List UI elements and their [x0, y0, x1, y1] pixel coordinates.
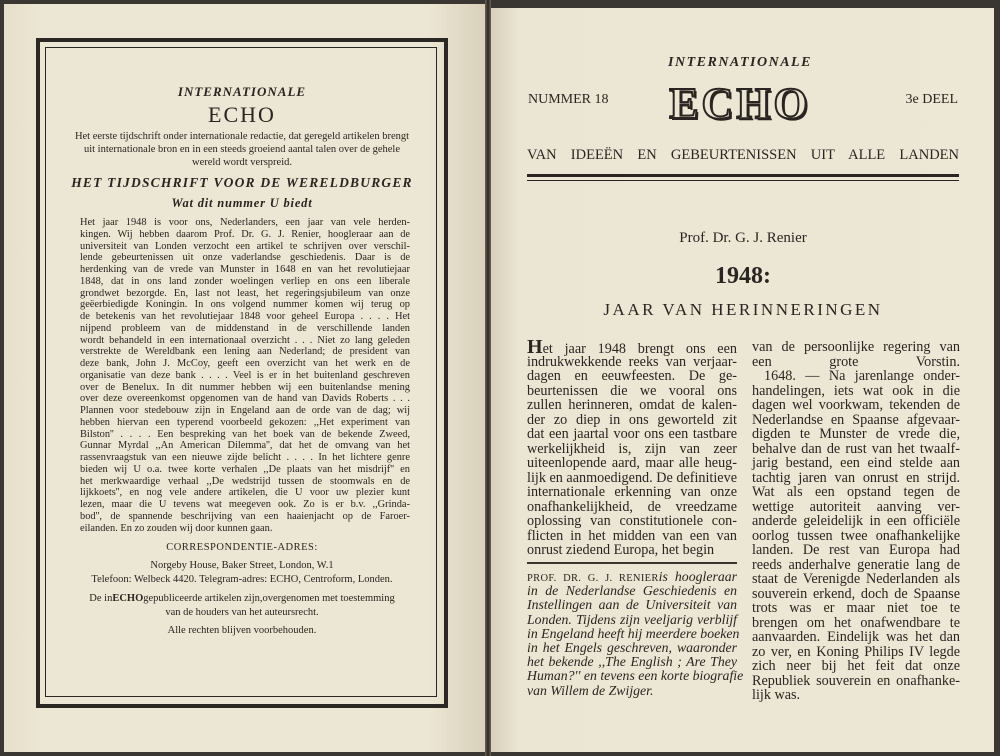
text-line: flicten in het midden van een van: [527, 527, 737, 544]
first-line-text: et jaar 1948 brengt ons een: [542, 341, 737, 357]
left-section-heading: Wat dit nummer U biedt: [171, 196, 313, 210]
text-line: hebben hiervan een typerend voorbeeld gekozen: ,,Het experiment van: [80, 416, 410, 428]
note-rest: gepubliceerde artikelen zijn,overgenomen met toestemming van de houders van het auteursrecht.: [143, 593, 395, 619]
text-line: behalve dan de rust van het twaalf-: [752, 440, 960, 457]
text-line: Republiek souverein en onafhanke-: [752, 672, 960, 689]
footnote-divider: [527, 562, 737, 564]
volume: 3e DEEL: [905, 92, 958, 107]
text-line: bieden wij U o.a. twee korte verhalen ,,De plaats van het misdrijf'' en: [80, 463, 410, 475]
text-line: 1648. — Na jarenlange onder-: [764, 368, 960, 384]
text-line: landen. De rest van Europa had: [752, 542, 960, 558]
issue-number: NUMMER 18: [528, 92, 609, 107]
text-line: de betekenis van het revolutiejaar 1848 voor geheel Europa . . . . Het: [80, 311, 410, 322]
left-body-text: [80, 217, 410, 534]
text-line: bod'', de spannende beschrijving van een haaienjacht op de Faroer-: [80, 510, 410, 522]
text-line: in het Engels geschreven, waaronder: [527, 639, 737, 655]
text-line: onrust ziedend Europa, het begin: [527, 542, 715, 558]
text-line: brengen om het onafwendbare te: [752, 614, 960, 631]
text-line: Wat als een opstand tegen de: [752, 484, 960, 500]
text-line: beurtenissen die we vooral ons: [527, 382, 737, 399]
text-line: 1848, dat in ons land zonder woelingen verliep en ons een liberale: [80, 275, 410, 287]
right-masthead: INTERNATIONALE: [668, 55, 812, 70]
text-line: staat de Verenigde Nederlanden als: [752, 571, 960, 587]
note-prefix: De in: [89, 593, 113, 605]
article-title: JAAR VAN HERINNERINGEN: [603, 300, 883, 319]
text-line: onafhankelijkheid, de vreedzame: [527, 498, 737, 515]
text-line: verstrekte de Wereldbank een lening aan Nederland; de president van: [80, 346, 410, 358]
text-line: grondwet bezorgde. En, last not least, het regeringsjubileum van onze: [80, 287, 410, 299]
text-line: van de persoonlijke regering van: [752, 339, 960, 355]
text-line: wettige autoriteit aanving ver-: [752, 498, 960, 515]
text-line: handelingen, iets wat ook in die: [752, 382, 960, 399]
book-spine: [485, 0, 491, 756]
rights-notice: Alle rechten blijven voorbehouden.: [167, 625, 317, 637]
text-line: van Willem de Zwijger.: [527, 682, 654, 698]
text-line: zich neer bij het feit dat onze: [752, 658, 960, 674]
text-line: souverein erkend, doch de Spaanse: [752, 585, 960, 602]
text-line: over deze overeenkomst opgenomen van de hand van Davids Roberts . . .: [80, 393, 410, 405]
address: Norgeby House, Baker Street, London, W.1: [150, 560, 334, 572]
text-line: universiteit van Londen verzocht een artikel te schrijven over verschil-: [80, 240, 410, 252]
text-line: kingen. Wij hebben daarom Prof. Dr. G. J. Renier, hoogleraar aan de: [80, 228, 410, 240]
left-intro: Het eerste tijdschrift onder internationale redactie, dat geregeld artikelen brengt uit internationale bron en in een steeds groeiend aantal talen over de gehele wereld wordt verspreid.: [74, 131, 410, 168]
text-line: rassenvraagstuk van een nieuwe zijde belicht . . . . In het lichtere genre: [80, 452, 410, 463]
text-line: wordt behandeld in een internationaal overzicht . . . Niet zo lang geleden: [80, 334, 410, 346]
text-line: lende gebeurtenissen uit onze vaderlandse geschiedenis. Daar is de: [80, 252, 410, 264]
text-line: uiteenlopende aard, maar alle heug-: [527, 455, 737, 471]
text-line: herdenking van de vrede van Munster in 1648 en van het revolutiejaar: [80, 264, 410, 275]
left-slogan: HET TIJDSCHRIFT VOOR DE WERELDBURGER: [71, 175, 413, 190]
header-rule-thin: [527, 180, 959, 181]
text-line: over de Benelux. In dit nummer hebben wij een buitenlandse mening: [80, 381, 410, 393]
text-line: lijk en aanmoedigend. De definitieve: [527, 469, 737, 486]
text-line: Nederlandse en Spaanse afgevaar-: [752, 411, 960, 428]
text-line: in Engeland heeft hij meerdere boeken: [527, 625, 740, 641]
article-author: Prof. Dr. G. J. Renier: [679, 230, 807, 246]
left-masthead: INTERNATIONALE: [177, 84, 307, 99]
author-footnote: [527, 569, 744, 698]
text-line: trots was er maar niet toe te: [752, 600, 960, 616]
text-line: organisatie van deze bank . . . . Veel is er in het buitenland geschreven: [80, 369, 410, 381]
text-line: geëerbiedigde Koningin. In ons volgend nummer komen wij terug op: [80, 299, 410, 311]
text-line: Het jaar 1948 is voor ons, Nederlanders, een jaar van vele herden-: [80, 217, 410, 228]
first-line: [527, 336, 737, 358]
text-line: Instellingen aan de Universiteit van: [527, 597, 737, 613]
text-line: in de Nederlandse Geschiedenis en: [527, 583, 737, 599]
text-line: aanvaarden. Eindelijk was het dan: [752, 629, 960, 645]
echo-logo: ECHO: [669, 79, 811, 128]
text-line: Gunnar Myrdal ,,An American Dilemma'', dat het de omvang van het: [80, 440, 410, 452]
text-line: eilanden. En zo zouden wij door kunnen gaan.: [80, 522, 273, 534]
subtitle: VAN IDEEËN EN GEBEURTENISSEN UIT ALLE LANDEN: [527, 147, 959, 163]
text-line: het bekende ,,The English ; Are They: [527, 654, 737, 670]
text-line: der zo diep in ons geworteld zit: [527, 411, 737, 428]
text-line: oplossing van constitutionele con-: [527, 513, 737, 529]
text-line: dat een jaartal voor ons een tastbare: [527, 426, 737, 442]
text-line: dagen en eeuwfeesten. De ge-: [527, 368, 737, 384]
article-column-2: [752, 340, 960, 703]
text-line: nijpend probleem van de middenstand in de verschillende landen: [80, 322, 410, 334]
text-line: tachtig jaren van onrust en strijd.: [752, 469, 960, 486]
text-line: zullen herinneren, omdat de kalen-: [527, 397, 737, 413]
text-line: dagen wel voorkwam, tekenden de: [752, 397, 960, 413]
text-line: zo ver, en Koning Philips IV legde: [752, 643, 960, 660]
footnote-first-line: [527, 570, 737, 584]
text-line: indrukwekkende reeks van verjaar-: [527, 353, 737, 370]
text-line: oorlog tussen twee onafhankelijke: [752, 527, 960, 544]
text-line: jarig bestand, een eind stelde aan: [752, 455, 960, 471]
text-line: lezen, maar die U tevens wat meegeven ook. Zo is er b.v. ,,Grinda-: [80, 499, 410, 510]
text-line: Londen. Tijdens zijn veeljarig verblijf: [527, 611, 737, 627]
footnote-name: PROF. DR. G. J. RENIER: [527, 573, 659, 584]
text-line: een grote Vorstin.: [752, 353, 960, 370]
text-line: Human?'' en tevens een korte biografie: [527, 668, 744, 684]
text-line: het merkwaardige verhaal ,,De wedstrijd tussen de stoomwals en de: [80, 475, 410, 487]
header-rule-thick: [527, 174, 959, 177]
year-heading: 1948:: [715, 263, 771, 289]
text-line: lijkkoets'', en nog vele andere artikelen, die U voor uw plezier kunt: [80, 487, 410, 499]
text-line: werkelijkheid is, zijn van zeer: [527, 440, 737, 457]
text-line: lijk was.: [752, 687, 801, 703]
left-title: ECHO: [208, 102, 276, 127]
drop-cap: H: [527, 336, 543, 358]
address-block: [66, 559, 418, 587]
text-line: digden te Munster de vrede die,: [752, 426, 960, 442]
text-line: Plannen voor stedebouw zijn in Engeland aan de orde van de dag; wij: [80, 405, 410, 416]
text-line: deze bank, John J. McCoy, geeft een overzicht van het werk en de: [80, 358, 410, 369]
text-line: anderde geleidelijk in een officiële: [752, 513, 960, 529]
correspondence-heading: CORRESPONDENTIE-ADRES:: [166, 542, 318, 554]
text-line: internationale erkenning van onze: [527, 484, 737, 500]
text-line: Bilston'' . . . . Een bespreking van het boek van de bekende Zweed,: [80, 428, 410, 440]
footnote-first-text: is hoogleraar: [658, 569, 737, 584]
text-line: reeds anderhalve generatie lang de: [752, 556, 960, 573]
telephone: Telefoon: Welbeck 4420. Telegram-adres: ECHO, Centroform, Londen.: [91, 574, 393, 586]
left-page-content: [66, 84, 418, 638]
article-column-1: [527, 336, 737, 558]
copyright-note: [86, 592, 398, 620]
note-brand: ECHO: [112, 593, 144, 605]
